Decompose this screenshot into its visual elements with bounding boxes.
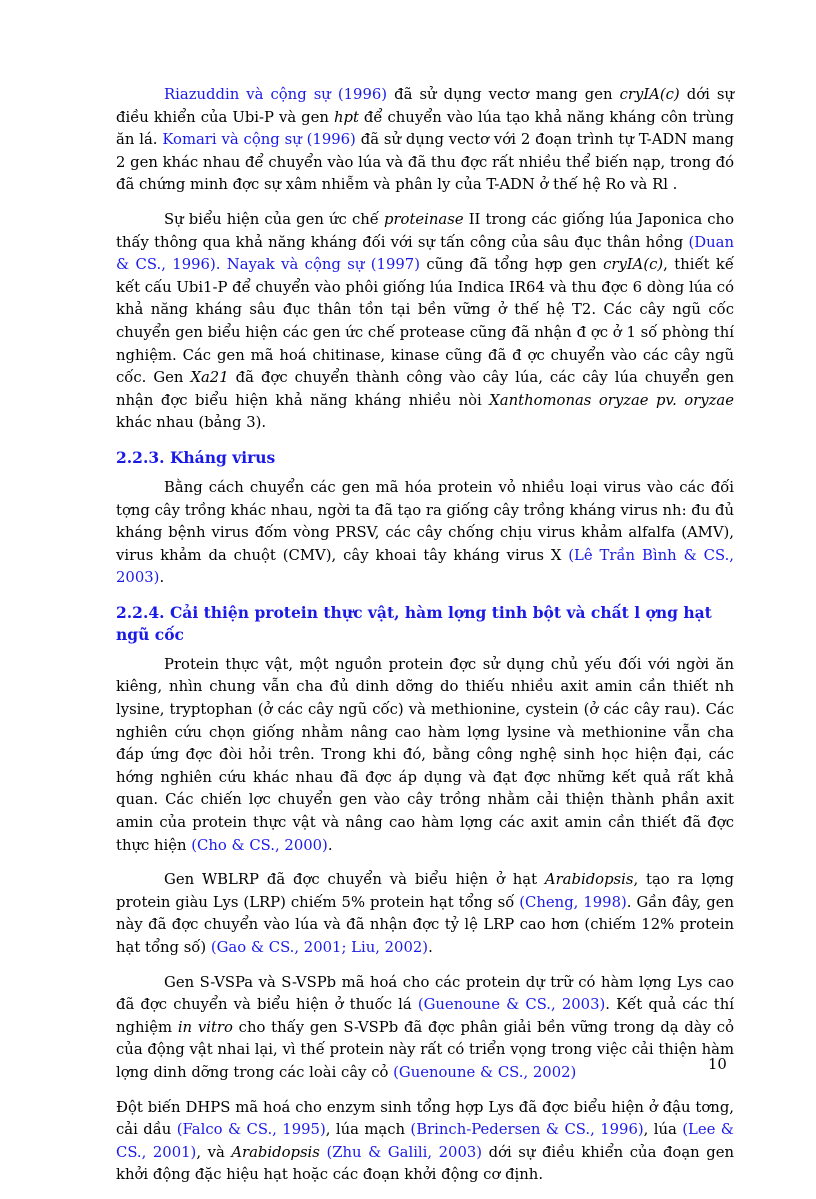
text: Sự biểu hiện của gen ức chế — [164, 210, 384, 228]
citation[interactable]: (Brinch-Pedersen & CS., 1996) — [410, 1121, 644, 1139]
paragraph-2 — [116, 209, 734, 435]
species-name: Arabidopsis — [544, 871, 634, 889]
page-number: 10 — [708, 1056, 727, 1073]
species-name: Arabidopsis — [231, 1143, 320, 1161]
text: , và — [196, 1143, 232, 1161]
text: , thiết kế kết cấu Ubi1-P để chuyển vào phôi giống lúa Indica IR64 và thu đợc 6 dòng lúa có khả năng kháng sâu đục thân tồn tại bền vững ở thế hệ T2. Các cây ngũ cốc chuyển gen biểu hiện các gen ức chế protease cũng đã nhận đ ợc ở 1 số phòng thí nghiệm. Các gen mã hoá chitinase, kinase cũng đã đ ợc chuyển vào các cây ngũ cốc. Gen — [116, 256, 734, 387]
citation[interactable]: (Cho & CS., 2000) — [191, 836, 328, 854]
gene-name: Xa21 — [190, 369, 229, 387]
text: , lúa — [643, 1121, 683, 1139]
text: Protein thực vật, một nguồn protein đợc sử dụng chủ yếu đối với ngời ăn kiêng, nhìn chung vẫn cha đủ dinh dỡng do thiếu nhiều axit amin cần thiết nh lysine, tryptophan (ở các cây ngũ cốc) và methionine, cystein (ở các cây rau). Các nghiên cứu chọn giống nhằm nâng cao hàm lợng lysine và methionine vẫn cha đáp ứng đợc đòi hỏi trên. Trong khi đó, bằng công nghệ sinh học hiện đại, các hớng nghiên cứu khác nhau đã đợc áp dụng và đạt đợc những kết quả rất khả quan. Các chiến lợc chuyển gen vào cây trồng nhằm cải thiện thành phần axit amin của protein thực vật và nâng cao hàm lợng các axit amin cần thiết đã đợc thực hiện — [116, 655, 734, 854]
text: đã sử dụng vectơ với 2 đoạn trình tự T-ADN mang 2 gen khác nhau để chuyển vào lúa và đã thu đợc rất nhiều thể biến nạp, trong đó đã chứng minh đợc sự xâm nhiễm và phân ly của T-ADN ở thế hệ Ro và Rl . — [116, 131, 734, 194]
text: Đột biến DHPS mã hoá cho enzym sinh tổng hợp Lys đã đợc biểu hiện ở đậu tơng, cải dầu — [116, 1098, 734, 1139]
citation[interactable]: (Lee & CS., 2001) — [116, 1121, 734, 1161]
gene-name: cryIA(c) — [619, 86, 680, 103]
paragraph-5 — [116, 869, 734, 959]
section-heading-virus-resistance: 2.2.3. Kháng virus — [116, 447, 276, 467]
text: Bằng cách chuyển các gen mã hóa protein vỏ nhiều loại virus vào các đối tợng cây trồng khác nhau, ngời ta đã tạo ra giống cây trồng kháng virus nh: đu đủ kháng bệnh virus đốm vòng PRSV, các cây chống chịu virus khảm alfalfa (AMV), virus khảm da chuột (CMV), cây khoai tây kháng virus X — [116, 478, 734, 564]
citation[interactable]: (Gao & CS., 2001; Liu, 2002) — [210, 939, 429, 956]
text: đã đợc chuyển thành công vào cây lúa, các cây lúa chuyển gen nhận đợc biểu hiện khả năng kháng nhiều nòi — [116, 369, 734, 409]
text: cũng đã tổng hợp gen — [419, 256, 604, 274]
citation[interactable]: (Lê Trần Bình & CS., 2003) — [116, 546, 734, 587]
text: , tạo ra lợng protein giàu Lys (LRP) chiếm 5% protein hạt tổng số — [116, 871, 734, 911]
section-heading-protein-improvement: 2.2.4. Cải thiện protein thực vật, hàm lợng tinh bột và chất l ợng hạt ngũ cốc — [116, 602, 712, 644]
text: II trong các giống lúa Japonica cho thấy thông qua khả năng kháng đối với sự tấn công của sâu đục thân hồng — [116, 210, 734, 251]
citation[interactable]: Komari và cộng sự (1996) — [162, 131, 356, 149]
citation[interactable]: (Guenoune & CS., 2002) — [393, 1063, 577, 1081]
text: . — [327, 836, 333, 854]
text: . — [428, 939, 433, 956]
gene-name: hpt — [333, 108, 359, 126]
citation[interactable]: (Cheng, 1998) — [519, 893, 627, 911]
citation[interactable]: (Zhu & Galili, 2003) — [326, 1143, 483, 1161]
paragraph-7 — [116, 1097, 734, 1187]
text: . — [159, 569, 165, 587]
citation[interactable]: (Duan & CS., 1996). Nayak và cộng sự (1997) — [116, 233, 734, 274]
document-body — [116, 84, 734, 1199]
citation[interactable]: (Guenoune & CS., 2003) — [417, 996, 606, 1014]
gene-name: proteinase — [384, 210, 464, 228]
text: , lúa mạch — [325, 1121, 411, 1139]
term-in-vitro: in vitro — [177, 1018, 233, 1036]
paragraph-6 — [116, 972, 734, 1085]
text: để chuyển vào lúa tạo khả năng kháng côn trùng ăn lá. — [116, 108, 734, 149]
paragraph-1 — [116, 84, 734, 197]
citation[interactable]: Riazuddin và cộng sự (1996) — [164, 86, 388, 103]
paragraph-3 — [116, 477, 734, 590]
text: . Kết quả các thí nghiệm — [116, 996, 734, 1036]
species-name: Xanthomonas oryzae pv. oryzae — [489, 391, 734, 409]
text: Gen WBLRP đã đợc chuyển và biểu hiện ở hạt — [164, 871, 545, 889]
text: khác nhau (bảng 3). — [116, 414, 267, 432]
text: . Gần đây, gen này đã đợc chuyển vào lúa và đã nhận đợc tỷ lệ LRP cao hơn (chiếm 12% protein hạt tổng số) — [116, 893, 734, 956]
paragraph-4 — [116, 654, 734, 857]
text: Gen S-VSPa và S-VSPb mã hoá cho các protein dự trữ có hàm lợng Lys cao đã đợc chuyển và biểu hiện ở thuốc lá — [116, 973, 734, 1014]
text: cho thấy gen S-VSPb đã đợc phân giải bền vững trong dạ dày cỏ của động vật nhai lại, vì thế protein này rất có triển vọng trong việc cải thiện hàm lợng dinh dỡng trong các loài cây cỏ — [116, 1018, 734, 1081]
gene-name: cryIA(c) — [603, 256, 664, 274]
text: dới sự điều khiển của đoạn gen khởi động đặc hiệu hạt hoặc các đoạn khởi động cơ định. — [116, 1143, 734, 1184]
text: đã sử dụng vectơ mang gen — [387, 86, 620, 103]
citation[interactable]: (Falco & CS., 1995) — [176, 1121, 326, 1139]
text: dới sự điều khiển của Ubi-P và gen — [116, 86, 735, 126]
